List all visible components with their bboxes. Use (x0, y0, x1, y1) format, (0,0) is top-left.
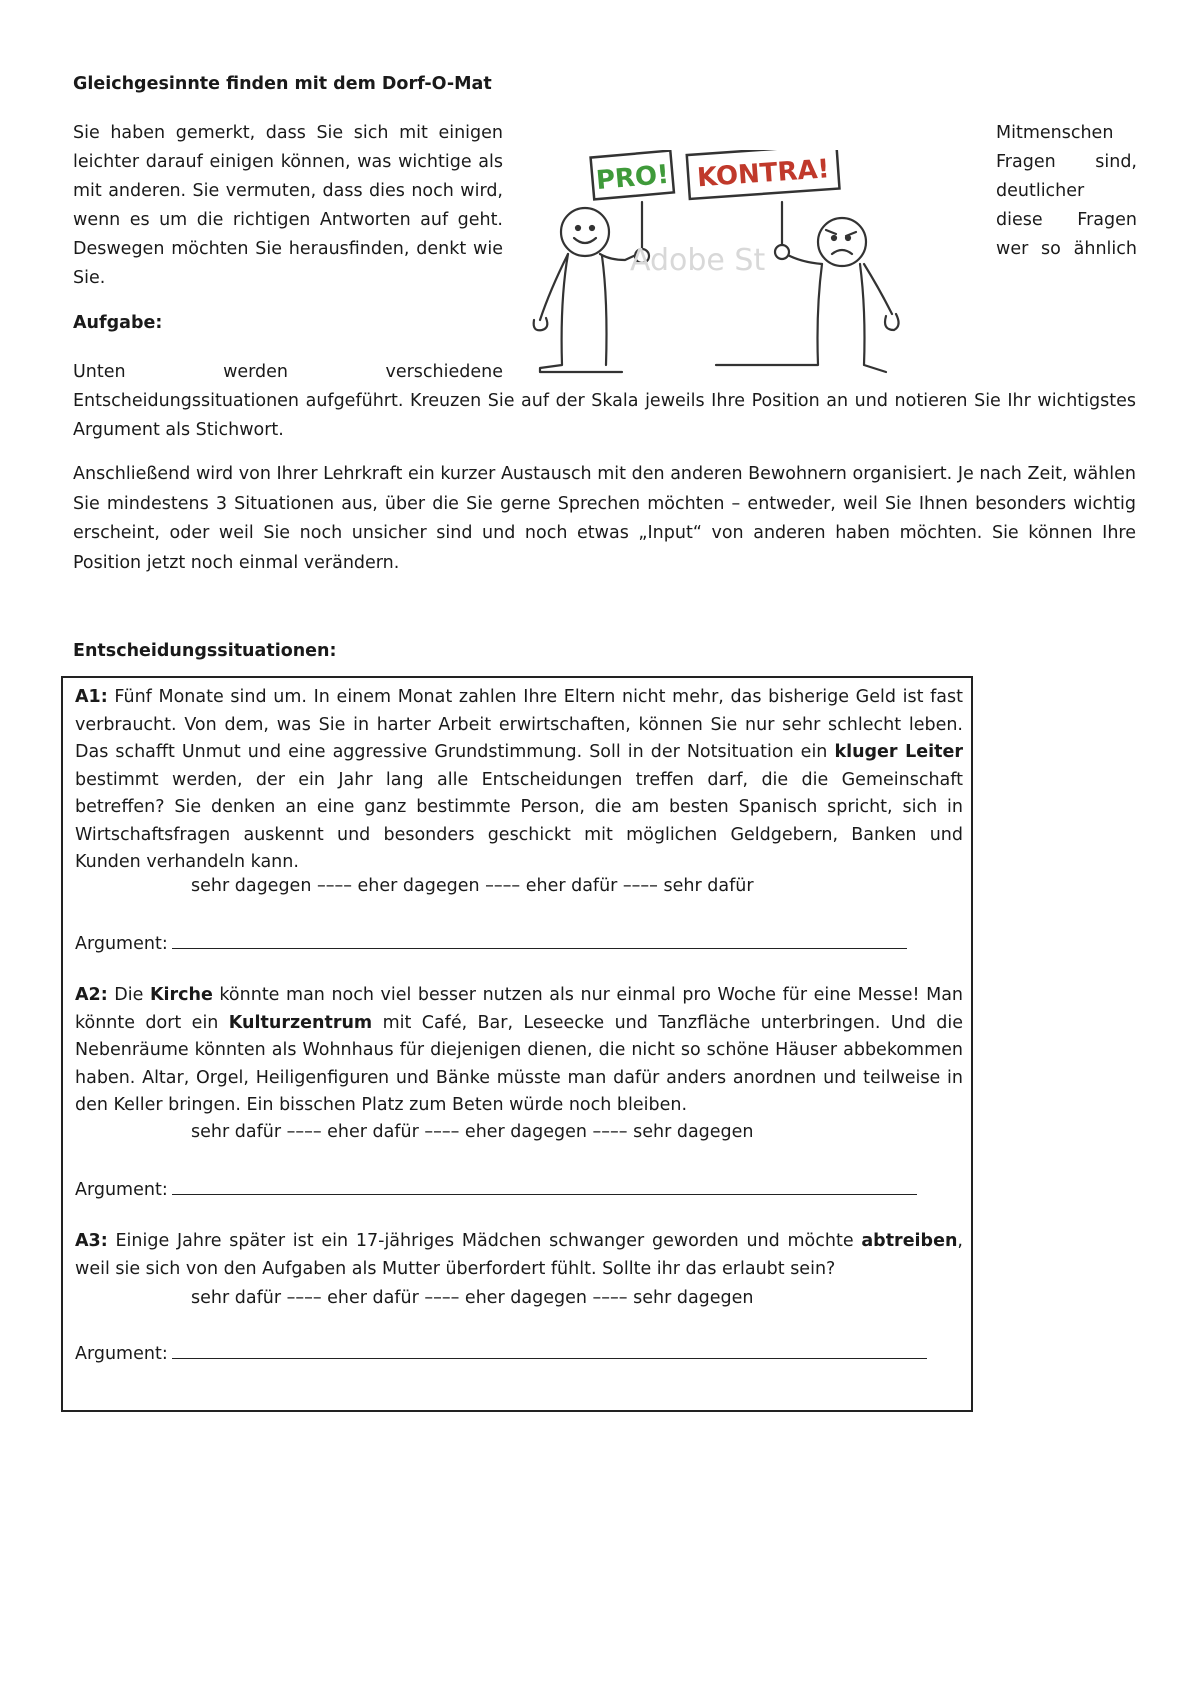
situation-text: bestimmt werden, der ein Jahr lang alle Entscheidungen treffen darf, die die Gemeinschaft betreffen? Sie denken an eine ganz bestimmte Person, die am besten Spanisch spricht, sich in Wirtschaftsfragen auskennt und besonders geschickt mit möglichen Geldgebern, Banken und Kunden verhandeln kann. (75, 769, 963, 872)
situation-text: Die (107, 985, 150, 1005)
intro-right-line: wer so ähnlich (996, 239, 1137, 259)
intro-right-line: Mitmenschen (996, 123, 1114, 143)
situation-id: A3: (75, 1231, 108, 1251)
pro-sign-text: PRO! (594, 159, 671, 197)
situation-keyword: Kulturzentrum (228, 1012, 373, 1033)
aufgabe-text: Entscheidungssituationen aufgeführt. Kreuzen Sie auf der Skala jeweils Ihre Position an und notieren Sie Ihr wichtigstes Argument als Stichwort. (73, 391, 1136, 440)
aufgabe-label: Aufgabe: (73, 313, 163, 333)
argument-label: Argument: (75, 1180, 168, 1200)
situation-text: Einige Jahre später ist ein 17-jähriges Mädchen schwanger geworden und möchte (107, 1231, 862, 1251)
aufgabe-text-first: Unten werden verschiedene (73, 362, 503, 382)
intro-right-line: deutlicher (996, 181, 1085, 201)
page-title: Gleichgesinnte finden mit dem Dorf-O-Mat (73, 74, 492, 94)
position-scale[interactable]: sehr dafür –––– eher dafür –––– eher dagegen –––– sehr dagegen (191, 1288, 754, 1308)
situation-keyword: Kirche (149, 985, 213, 1005)
argument-label: Argument: (75, 1344, 168, 1364)
stock-watermark: Adobe St (630, 243, 766, 278)
situation-keyword: abtreiben (861, 1231, 958, 1251)
situation-text: mit Café, Bar, Leseecke und Tanzfläche unterbringen. Und die Nebenräume könnten als Wohnhaus für diejenigen dienen, die nicht so schöne Häuser abbekommen haben. Altar, Orgel, Heiligenfiguren und Bänke müsste man dafür anders anordnen und teilweise in den Keller bringen. Ein bisschen Platz zum Beten würde noch bleiben. (75, 1012, 963, 1115)
argument-input-line[interactable] (172, 1178, 917, 1195)
situation-keyword: kluger Leiter (834, 742, 963, 762)
intro-text: Sie haben gemerkt, dass Sie sich mit einigen leichter darauf einigen können, was wichtige als mit anderen. Sie vermuten, dass dies noch wird, wenn es um die richtigen Antworten auf geht. Deswegen möchten Sie herausfinden, denkt wie Sie. (73, 123, 503, 288)
argument-label: Argument: (75, 934, 168, 954)
pro-kontra-illustration (530, 150, 980, 380)
intro-text-right (996, 119, 1137, 264)
situation-text: , weil sie sich von den Aufgaben als Mutter überfordert fühlt. Sollte ihr das erlaubt sein? (75, 1231, 963, 1279)
situation-text: könnte man noch viel besser nutzen als nur einmal pro Woche für eine Messe! Man könnte dort ein (75, 985, 964, 1033)
situation-id: A1: (75, 687, 108, 707)
position-scale[interactable]: sehr dagegen –––– eher dagegen –––– eher dafür –––– sehr dafür (191, 876, 754, 896)
argument-row (75, 1342, 927, 1364)
argument-input-line[interactable] (172, 932, 907, 949)
situations-box (61, 676, 973, 1412)
position-scale[interactable]: sehr dafür –––– eher dafür –––– eher dagegen –––– sehr dagegen (191, 1122, 754, 1142)
situation-a2 (75, 982, 963, 1120)
kontra-sign-text: KONTRA! (696, 154, 831, 194)
situation-a1 (75, 684, 963, 877)
argument-input-line[interactable] (172, 1342, 927, 1359)
situation-id: A2: (75, 985, 108, 1005)
argument-row (75, 932, 907, 954)
intro-right-line: diese Fragen (996, 210, 1137, 230)
situations-heading: Entscheidungssituationen: (73, 641, 337, 661)
situation-text: Fünf Monate sind um. In einem Monat zahlen Ihre Eltern nicht mehr, das bisherige Geld ist fast verbraucht. Von dem, was Sie in harter Arbeit erwirtschaften, können Sie nur sehr schlecht leben. Das schafft Unmut und eine aggressive Grundstimmung. Soll in der Notsituation ein (75, 687, 963, 762)
intro-right-line: Fragen sind, (996, 152, 1137, 172)
argument-row (75, 1178, 917, 1200)
situation-a3 (75, 1228, 963, 1283)
instructions-paragraph: Anschließend wird von Ihrer Lehrkraft ein kurzer Austausch mit den anderen Bewohnern organisiert. Je nach Zeit, wählen Sie mindestens 3 Situationen aus, über die Sie gerne Sprechen möchten – entweder, weil Sie Ihnen besonders wichtig erscheint, oder weil Sie noch unsicher sind und noch etwas „Input“ von anderen haben möchten. Sie können Ihre Position jetzt noch einmal verändern. (73, 464, 1136, 573)
